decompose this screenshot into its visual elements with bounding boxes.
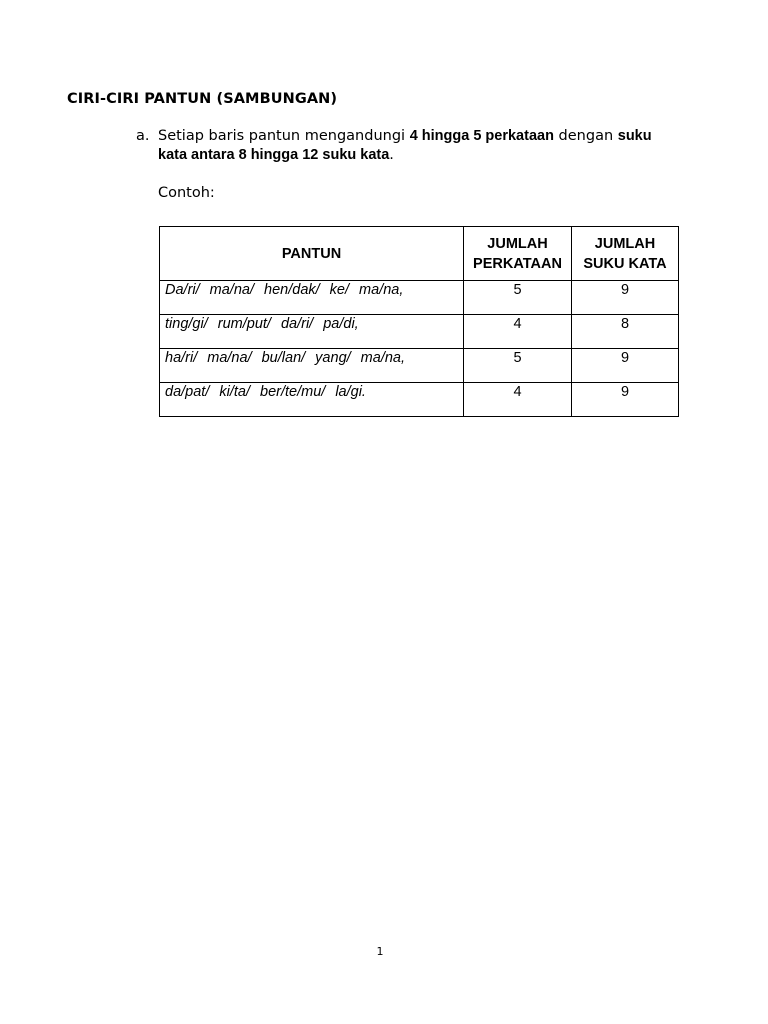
- example-label: Contoh:: [158, 185, 215, 201]
- syllable-count-cell: 9: [572, 281, 679, 315]
- header-word-count-line2: PERKATAAN: [473, 255, 562, 272]
- word-count-cell: 4: [464, 315, 572, 349]
- item-text-part-3: .: [389, 147, 394, 163]
- header-syllable-count-line2: SUKU KATA: [583, 255, 667, 272]
- table-row: [160, 315, 679, 349]
- list-marker: a.: [136, 128, 150, 144]
- pantun-table: [159, 226, 679, 417]
- header-syllable-count: [572, 227, 679, 281]
- pantun-line: ha/ri/ ma/na/ bu/lan/ yang/ ma/na,: [160, 349, 464, 383]
- header-syllable-count-line1: JUMLAH: [594, 235, 656, 252]
- word-count-cell: 5: [464, 281, 572, 315]
- header-word-count: [464, 227, 572, 281]
- page-number: 1: [376, 945, 384, 958]
- table-row: [160, 383, 679, 417]
- pantun-line: da/pat/ ki/ta/ ber/te/mu/ la/gi.: [160, 383, 464, 417]
- list-item-text: [158, 127, 678, 165]
- word-count-cell: 5: [464, 349, 572, 383]
- item-text-part-1: Setiap baris pantun mengandungi: [158, 128, 410, 144]
- item-bold-syllable-count: suku kata antara 8 hingga 12 suku kata: [158, 128, 652, 163]
- syllable-count-cell: 8: [572, 315, 679, 349]
- syllable-count-cell: 9: [572, 349, 679, 383]
- item-bold-word-count: 4 hingga 5 perkataan: [409, 128, 554, 144]
- table-header-row: [160, 227, 679, 281]
- item-text-part-2: dengan: [553, 128, 618, 144]
- word-count-cell: 4: [464, 383, 572, 417]
- header-pantun: PANTUN: [160, 227, 464, 281]
- pantun-line: Da/ri/ ma/na/ hen/dak/ ke/ ma/na,: [160, 281, 464, 315]
- syllable-count-cell: 9: [572, 383, 679, 417]
- pantun-line: ting/gi/ rum/put/ da/ri/ pa/di,: [160, 315, 464, 349]
- table-row: [160, 349, 679, 383]
- table-row: [160, 281, 679, 315]
- header-word-count-line1: JUMLAH: [487, 235, 548, 252]
- document-heading: CIRI-CIRI PANTUN (SAMBUNGAN): [67, 91, 338, 107]
